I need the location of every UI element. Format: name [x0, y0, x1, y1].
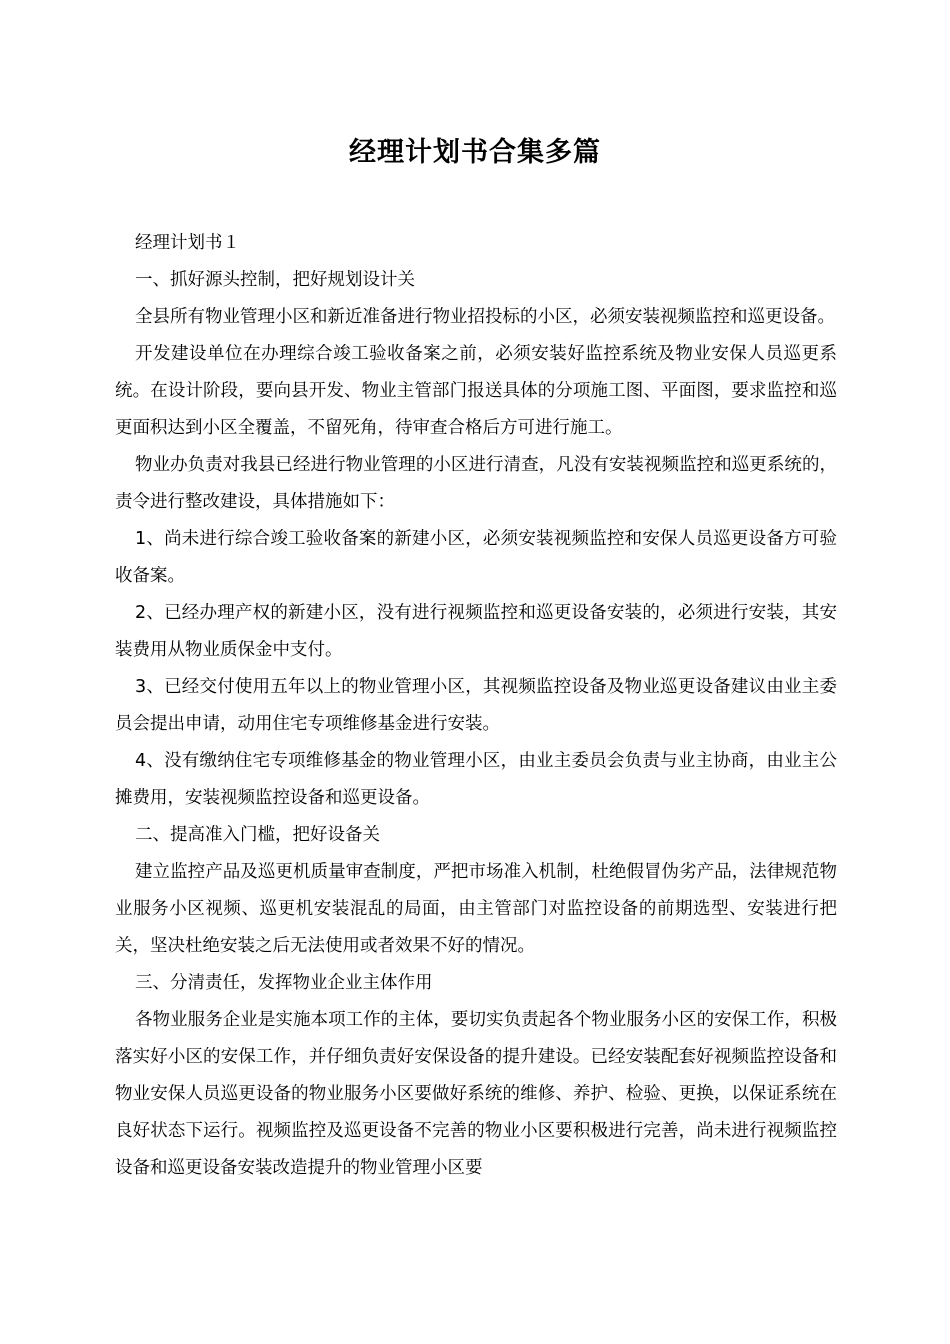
document-body [115, 225, 837, 1187]
paragraph-subtitle: 经理计划书１ [135, 233, 240, 253]
section-heading-2: 二、提高准入门槛，把好设备关 [135, 825, 380, 845]
section-heading-1: 一、抓好源头控制，把好规划设计关 [135, 270, 415, 290]
paragraph: 物业办负责对我县已经进行物业管理的小区进行清查，凡没有安装视频监控和巡更系统的，责令进行整改建设，具体措施如下： [115, 455, 837, 512]
document-title: 经理计划书合集多篇 [349, 137, 601, 168]
paragraph: 各物业服务企业是实施本项工作的主体，要切实负责起各个物业服务小区的安保工作，积极落实好小区的安保工作，并仔细负责好安保设备的提升建设。已经安装配套好视频监控设备和物业安保人员巡更设备的物业服务小区要做好系统的维修、养护、检验、更换，以保证系统在良好状态下运行。视频监控及巡更设备不完善的物业小区要积极进行完善，尚未进行视频监控设备和巡更设备安装改造提升的物业管理小区要 [115, 1010, 837, 1178]
paragraph: 开发建设单位在办理综合竣工验收备案之前，必须安装好监控系统及物业安保人员巡更系统。在设计阶段，要向县开发、物业主管部门报送具体的分项施工图、平面图，要求监控和巡更面积达到小区全覆盖，不留死角，待审查合格后方可进行施工。 [115, 344, 837, 438]
paragraph: 建立监控产品及巡更机质量审查制度，严把市场准入机制，杜绝假冒伪劣产品，法律规范物业服务小区视频、巡更机安装混乱的局面，由主管部门对监控设备的前期选型、安装进行把关，坚决杜绝安装之后无法使用或者效果不好的情况。 [115, 862, 837, 956]
list-item: 3、已经交付使用五年以上的物业管理小区，其视频监控设备及物业巡更设备建议由业主委员会提出申请，动用住宅专项维修基金进行安装。 [115, 677, 837, 734]
list-item: 1、尚未进行综合竣工验收备案的新建小区，必须安装视频监控和安保人员巡更设备方可验收备案。 [115, 529, 837, 586]
list-item: 2、已经办理产权的新建小区，没有进行视频监控和巡更设备安装的，必须进行安装，其安装费用从物业质保金中支付。 [115, 603, 837, 660]
list-item: 4、没有缴纳住宅专项维修基金的物业管理小区，由业主委员会负责与业主协商，由业主公摊费用，安装视频监控设备和巡更设备。 [115, 751, 837, 808]
paragraph: 全县所有物业管理小区和新近准备进行物业招投标的小区，必须安装视频监控和巡更设备。 [135, 307, 835, 327]
section-heading-3: 三、分清责任，发挥物业企业主体作用 [135, 973, 433, 993]
